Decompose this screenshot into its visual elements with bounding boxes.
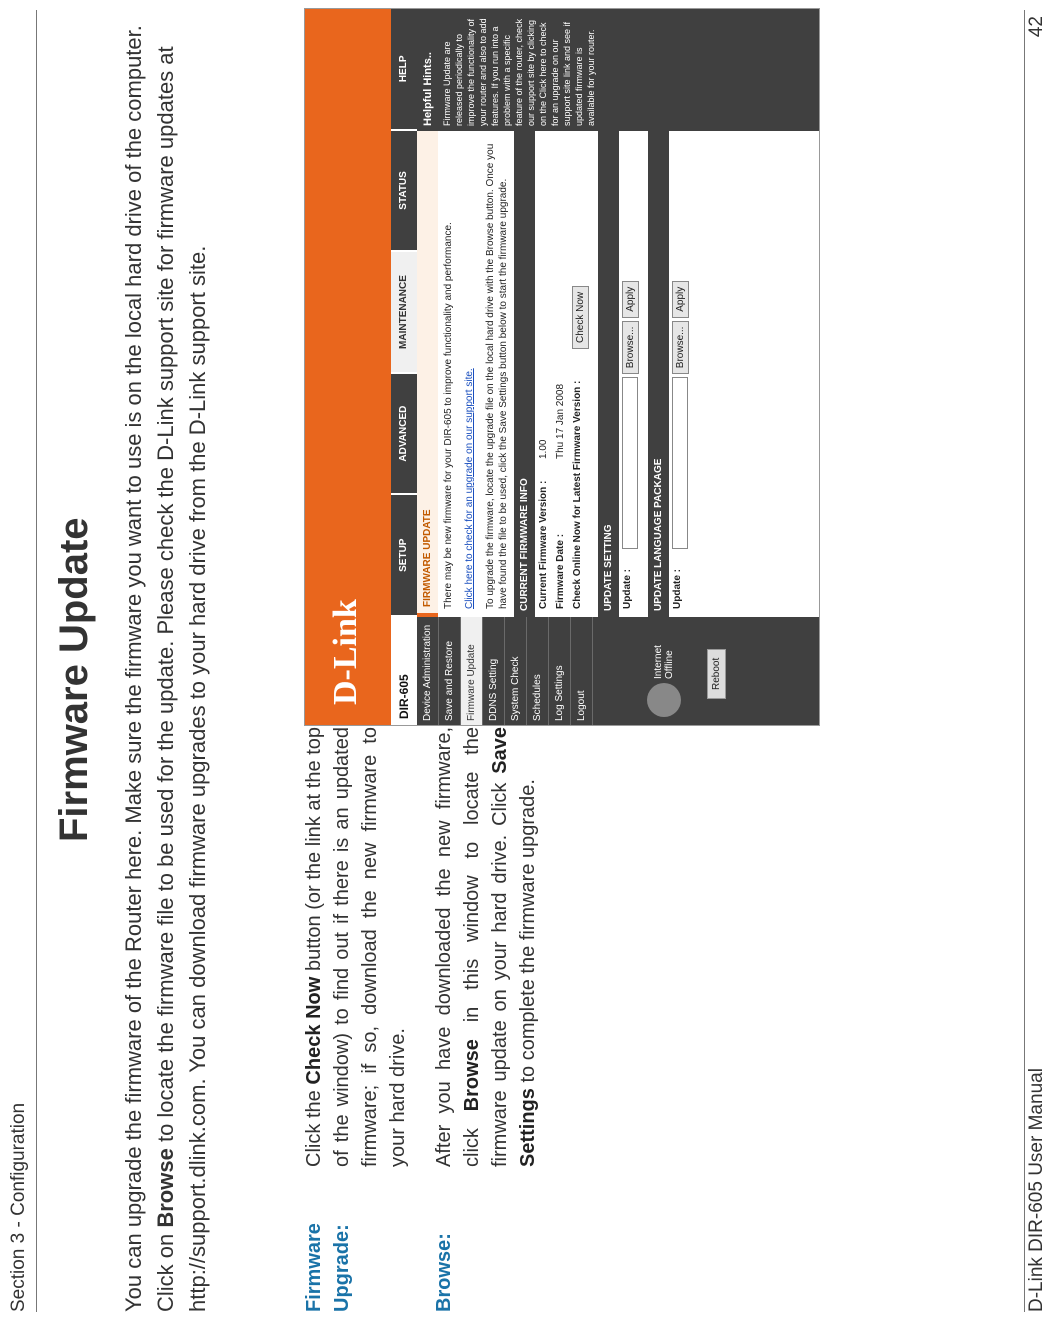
tab-help[interactable]: HELP [391,9,417,131]
sidebar-item-ddns[interactable]: DDNS Setting [483,617,505,725]
fw-update-text2: To upgrade the firmware, locate the upgrade file on the local hard drive with the Browse button. Once you have found the file to be used, click the Save Settings button below to start the firmware upgrade. [485,143,509,609]
term-browse: Browse: [433,1233,455,1312]
check-online-label: Check Online Now for Latest Firmware Version : [572,380,583,609]
definition-browse [430,727,542,1312]
sidebar-item-schedules[interactable]: Schedules [527,617,549,725]
tab-setup[interactable]: SETUP [391,495,417,617]
sidebar-item-device-admin[interactable]: Device Administration [417,617,439,725]
lang-update-row [669,131,692,617]
header-divider [36,10,37,1312]
desc-bold: Save Settings [489,727,539,1167]
sidebar-item-logout[interactable]: Logout [571,617,593,725]
fw-update-text: There may be new firmware for your DIR-605 to improve functionality and performance. [443,222,454,609]
fw-update-link-row [459,131,480,617]
footer-manual: D-Link DIR-605 User Manual [1026,1068,1047,1312]
desc-text: button (or the link at the top of the window) to find out if there is an updated firmware; if so, download the new firmware to your hard drive. [303,726,409,1167]
section-header: Section 3 - Configuration [8,1102,29,1312]
lang-update-label: Update : [672,569,683,609]
language-package-title: UPDATE LANGUAGE PACKAGE [648,131,669,617]
sidebar-item-log-settings[interactable]: Log Settings [549,617,571,725]
sidebar-item-firmware-update[interactable]: Firmware Update [461,617,483,725]
desc-bold: Browse [461,1039,483,1112]
internet-globe-icon [647,683,681,717]
lang-apply-button[interactable]: Apply [672,281,689,318]
tab-advanced[interactable]: ADVANCED [391,374,417,496]
update-label: Update : [622,569,633,609]
sidebar-item-save-restore[interactable]: Save and Restore [439,617,461,725]
page-title: Firmware Update [52,517,96,842]
term-firmware-upgrade: Firmware Upgrade: [303,1223,353,1312]
lang-browse-button[interactable]: Browse... [672,321,689,375]
fw-update-title: FIRMWARE UPDATE [417,131,438,617]
fw-date-row [552,131,569,617]
tab-bar [391,9,417,617]
footer-divider [1024,10,1025,1312]
definitions [300,727,560,1312]
desc-text: in this window to locate the firmware update on your hard drive. Click [461,727,511,1167]
support-site-link[interactable]: Click here to check for an upgrade on our support site. [464,368,475,609]
language-file-input[interactable] [672,377,688,549]
desc-text: to complete the firmware upgrade. [517,779,539,1089]
help-title: Helpful Hints.. [422,52,434,126]
current-version-row [535,131,552,617]
main-content [417,131,819,617]
intro-text-2: to locate the firmware file to be used for the update. Please check the D-Link support site for firmware updates at http://support.dlink.com. You can download firmware upgrades to your hard drive from the D-Link support site. [153,46,210,1312]
banner [305,9,391,725]
definition-firmware-upgrade [300,727,412,1312]
check-now-button[interactable]: Check Now [572,286,589,349]
firmware-file-input[interactable] [622,377,638,549]
help-text: Firmware Update are released periodically to improve the functionality of your router and also to add features. If you run into a problem with a specific feature of the router, check our support site by clicking on the Click here to check for an upgrade on our support site link and see if updated firmware is available for your router. [442,18,596,126]
tab-maintenance[interactable]: MAINTENANCE [391,252,417,374]
check-online-row [569,131,592,617]
desc-firmware-upgrade [300,727,412,1167]
current-version-value: 1.00 [538,439,549,459]
intro-bold-browse: Browse [153,1148,178,1228]
fw-date-label: Firmware Date : [555,533,566,609]
sidebar-item-system-check[interactable]: System Check [505,617,527,725]
reboot-button[interactable]: Reboot [707,649,726,699]
dlink-logo: D-Link [327,599,364,705]
internet-status: Internet Offline [653,645,675,679]
apply-button[interactable]: Apply [622,281,639,318]
update-row [619,131,642,617]
model-label: DIR-605 [391,617,417,725]
current-version-label: Current Firmware Version : [538,480,549,609]
intro-paragraph [118,22,214,1312]
update-setting-title: UPDATE SETTING [598,131,619,617]
desc-bold: Check Now [303,976,325,1085]
fw-date-value: Thu 17 Jan 2008 [555,383,566,459]
footer-page-number: 42 [1026,16,1047,38]
desc-text: After you have downloaded the new firmware, click [433,727,483,1167]
desc-text: Click the [303,1084,325,1167]
router-screenshot [304,8,820,726]
sidebar [417,617,819,725]
intro-text-1: You can upgrade the firmware of the Router here. Make sure the firmware you want to use is on the local hard drive of the computer. Click on [121,25,178,1312]
tab-status[interactable]: STATUS [391,131,417,253]
desc-browse [430,727,542,1167]
help-panel [417,9,819,131]
current-fw-title: CURRENT FIRMWARE INFO [514,131,535,617]
browse-button[interactable]: Browse... [622,321,639,375]
